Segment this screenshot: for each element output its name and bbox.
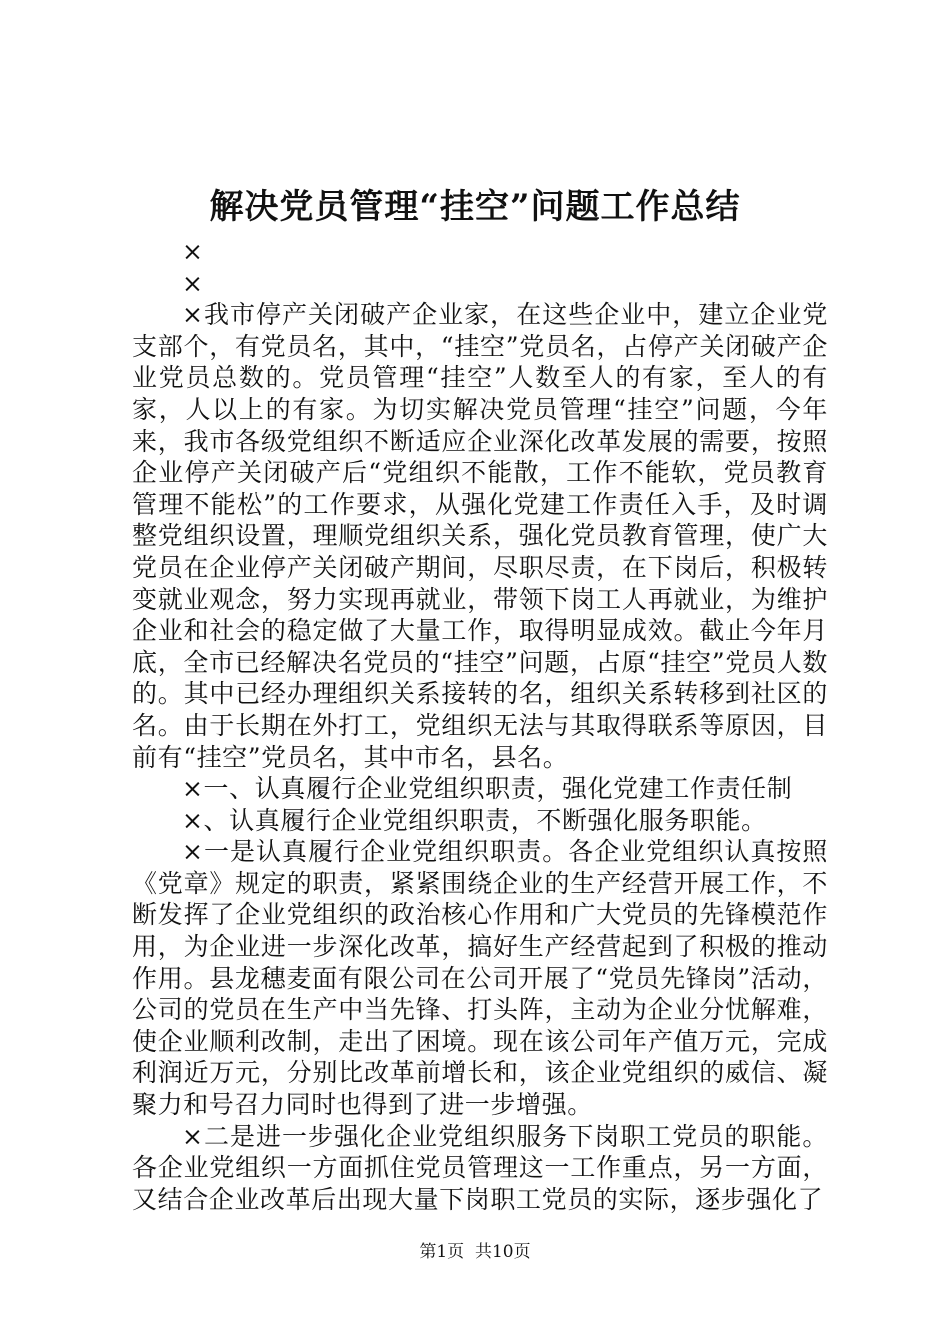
paragraph: × (182, 268, 204, 298)
page-footer (0, 1240, 950, 1264)
page-number: 第1页 共10页 (419, 1242, 531, 1262)
paragraph: ×一是认真履行企业党组织职责。各企业党组织认真按照《党章》规定的职责，紧紧围绕企业的生产经营开展工作，不断发挥了企业党组织的政治核心作用和广大党员的先锋模范作用，为企业进一步深化改革，搞好生产经营起到了积极的推动作用。县龙穗麦面有限公司在公司开展了“党员先锋岗”活动，公司的党员在生产中当先锋、打头阵，主动为企业分忧解难，使企业顺利改制，走出了困境。现在该公司年产值万元，完成利润近万元，分别比改革前增长和，该企业党组织的威信、凝聚力和号召力同时也得到了进一步增强。 (132, 837, 828, 1120)
document-body (132, 236, 828, 1215)
subsection-heading: ×、认真履行企业党组织职责，不断强化服务职能。 (182, 805, 767, 835)
document-title: 解决党员管理“挂空”问题工作总结 (209, 187, 741, 227)
paragraph: ×二是进一步强化企业党组织服务下岗职工党员的职能。各企业党组织一方面抓住党员管理这一工作重点，另一方面，又结合企业改革后出现大量下岗职工党员的实际，逐步强化了 (132, 1121, 828, 1214)
paragraph: × (182, 237, 204, 266)
section-heading: ×一、认真履行企业党组织职责，强化党建工作责任制 (182, 774, 793, 804)
paragraph: ×我市停产关闭破产企业家，在这些企业中，建立企业党支部个，有党员名，其中，“挂空”党员名，占停产关闭破产企业党员总数的。党员管理“挂空”人数至人的有家，至人的有家，人以上的有家。为切实解决党员管理“挂空”问题，今年来，我市各级党组织不断适应企业深化改革发展的需要，按照企业停产关闭破产后“党组织不能散，工作不能软，党员教育管理不能松”的工作要求，从强化党建工作责任入手，及时调整党组织设置，理顺党组织关系，强化党员教育管理，使广大党员在企业停产关闭破产期间，尽职尽责，在下岗后，积极转变就业观念，努力实现再就业，带领下岗工人再就业，为维护企业和社会的稳定做了大量工作，取得明显成效。截止今年月底，全市已经解决名党员的“挂空”问题，占原“挂空”党员人数的。其中已经办理组织关系接转的名，组织关系转移到社区的名。由于长期在外打工，党组织无法与其取得联系等原因，目前有“挂空”党员名，其中市名，县名。 (132, 300, 828, 772)
